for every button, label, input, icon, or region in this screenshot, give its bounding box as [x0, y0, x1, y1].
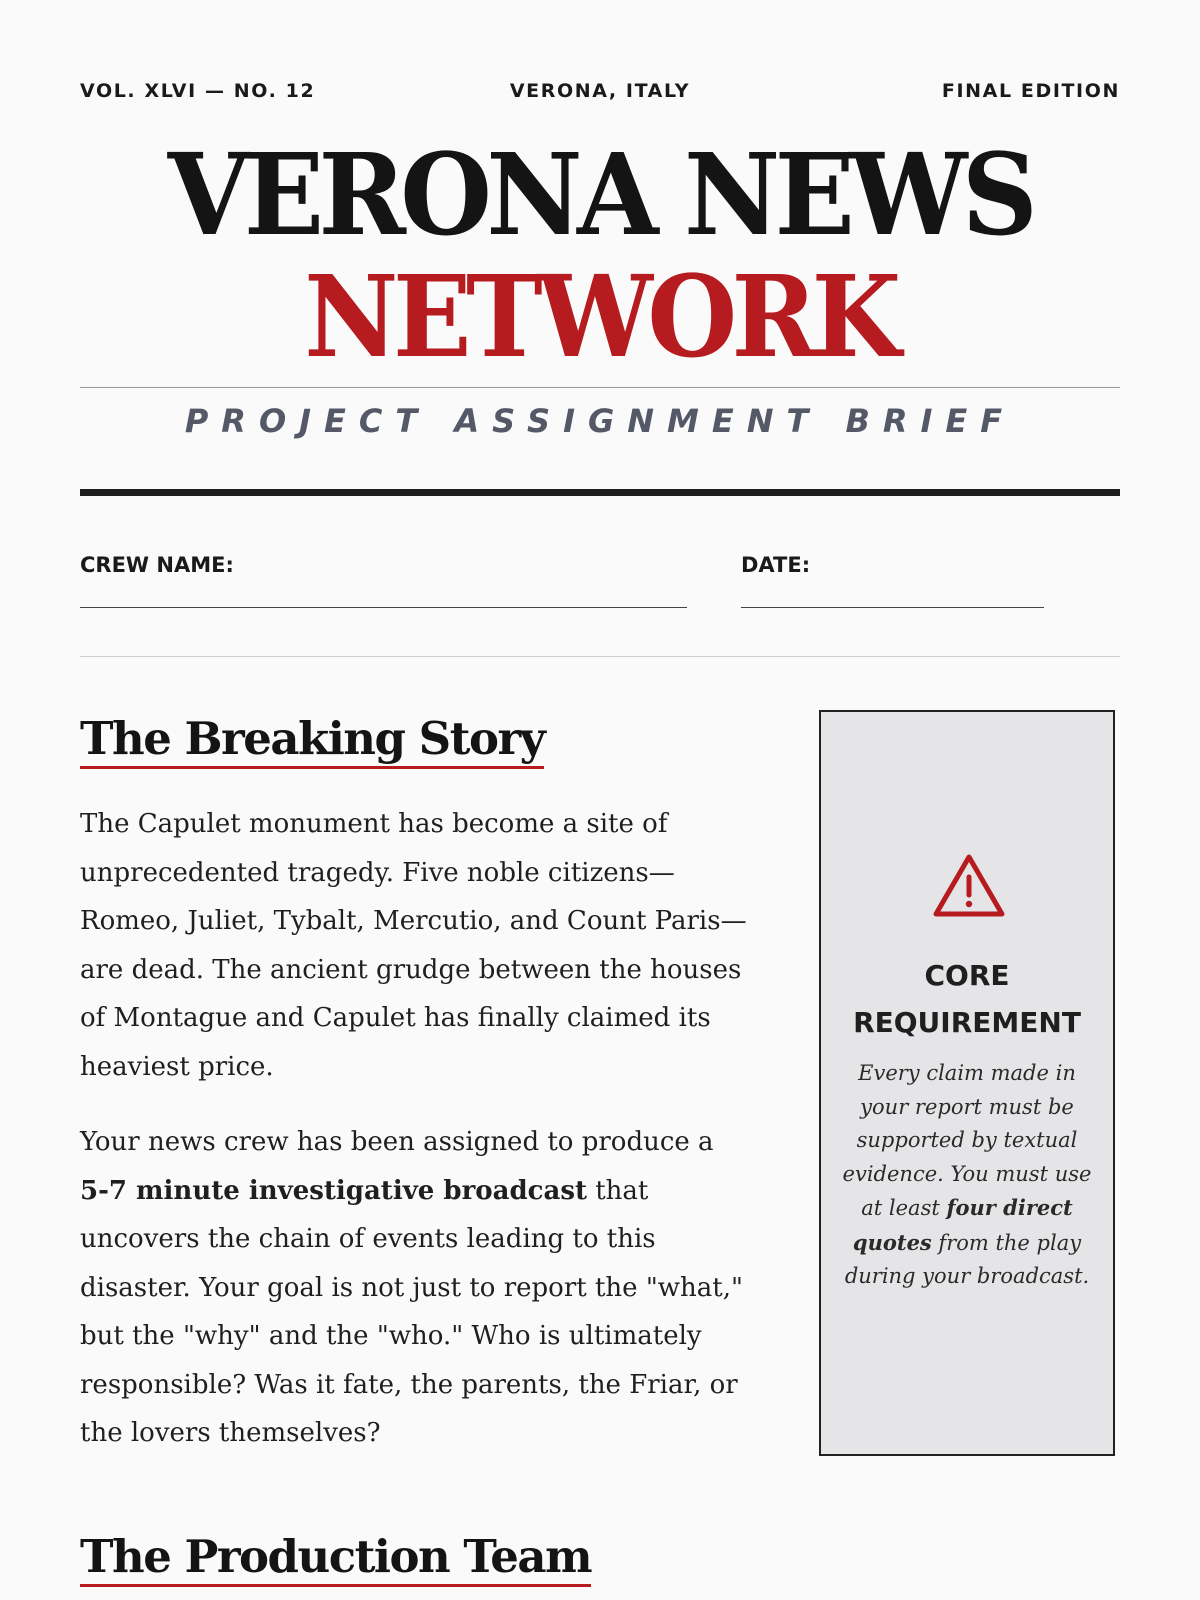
core-requirement-title: CORE REQUIREMENT — [853, 959, 1081, 1039]
paragraph — [80, 1118, 746, 1458]
core-text-part: Every claim made in your report must be supported by textual evidence. You must use at least — [842, 1061, 1092, 1220]
date-label: DATE: — [741, 553, 811, 577]
masthead-top-bar — [80, 80, 1120, 106]
page-subtitle: PROJECT ASSIGNMENT BRIEF — [184, 402, 1016, 440]
broadcast-length-emphasis: 5-7 minute investigative broadcast — [80, 1175, 587, 1206]
warning-triangle-icon — [931, 851, 1007, 921]
date-field[interactable] — [741, 607, 1044, 608]
breaking-story-body — [80, 800, 760, 1458]
edition: FINAL EDITION — [941, 80, 1120, 102]
core-text-part: from the play during your broadcast. — [844, 1230, 1090, 1288]
masthead-title-line1: VERONA NEWS — [167, 130, 1033, 261]
masthead-title-line2: NETWORK — [304, 252, 896, 383]
divider — [80, 387, 1120, 388]
divider-thick — [80, 489, 1120, 496]
breaking-story-heading: The Breaking Story — [80, 714, 544, 769]
paragraph-text: that uncovers the chain of events leading to this disaster. Your goal is not just to report the "what," but the "why" and the "who." Who is ultimately responsible? Was it fate, the parents, the Friar, or the lovers themselves? — [80, 1175, 743, 1448]
crew-name-field[interactable] — [80, 607, 687, 608]
core-requirement-box — [819, 710, 1115, 1456]
divider — [80, 656, 1120, 657]
production-team-heading: The Production Team — [80, 1532, 591, 1587]
paragraph-text: Your news crew has been assigned to produce a — [80, 1127, 714, 1157]
location: VERONA, ITALY — [509, 80, 691, 102]
volume-number: VOL. XLVI — NO. 12 — [80, 80, 316, 102]
paragraph: The Capulet monument has become a site of unprecedented tragedy. Five noble citizens—Romeo, Juliet, Tybalt, Mercutio, and Count Paris—are dead. The ancient grudge between the houses of Montague and Capulet has finally claimed its heaviest price. — [80, 809, 747, 1082]
core-requirement-text — [841, 1057, 1093, 1294]
crew-name-label: CREW NAME: — [80, 553, 234, 577]
quote-count-emphasis: four direct quotes — [852, 1195, 1073, 1255]
